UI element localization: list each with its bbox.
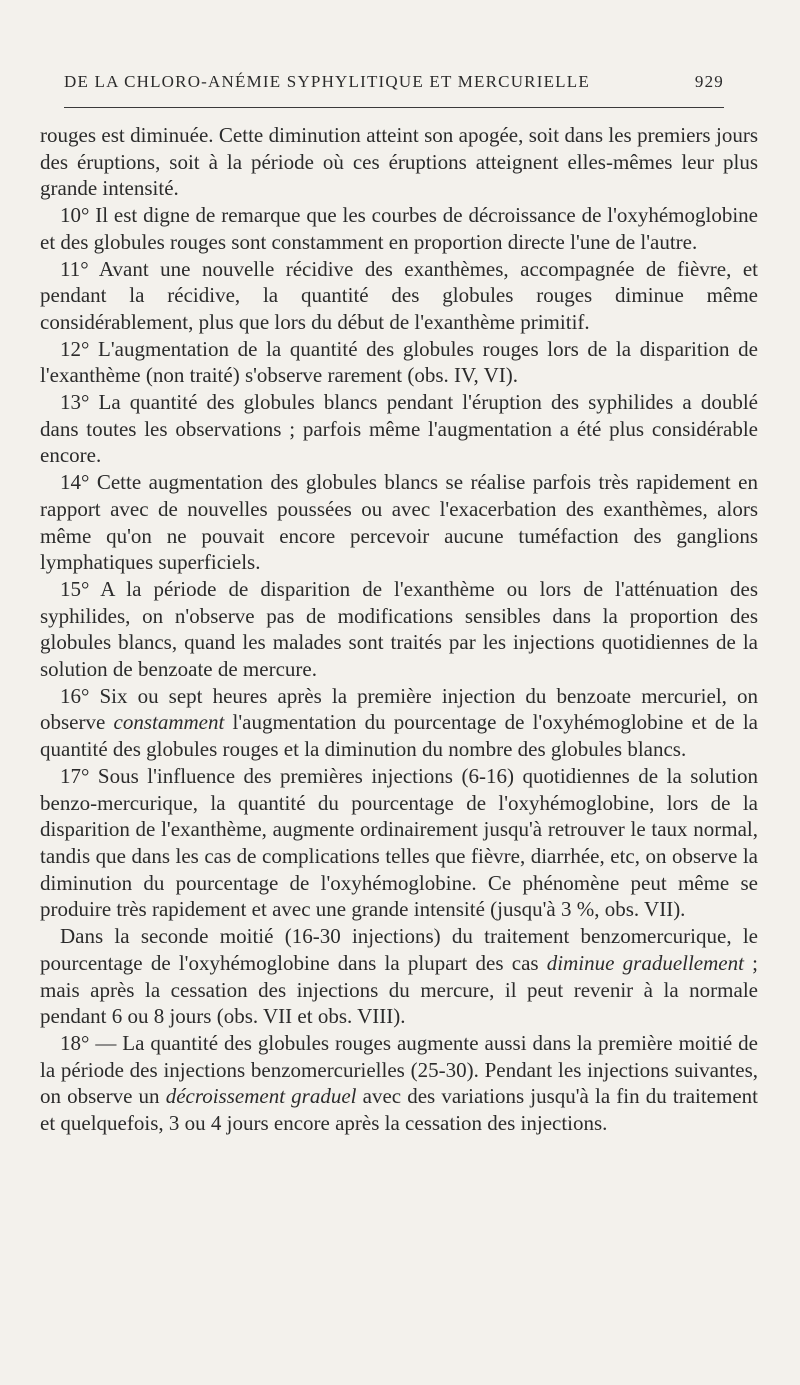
text-run: 15° A la période de disparition de l'exanthème ou lors de l'atténuation des syphilides, on n'observe pas de modifications sensibles dans la proportion des globules blancs, quand les malades sont traités par les injections quotidiennes de la solution de benzoate de mercure. bbox=[40, 576, 758, 682]
text-run: 18° — La quantité des globules rouges augmente aussi dans la première moitié de la période des injections benzomercurielles (25-30). Pendant les injections suivantes, on observe un bbox=[40, 1030, 758, 1109]
text-run: 12° L'augmentation de la quantité des globules rouges lors de la disparition de l'exanthème (non traité) s'observe rarement (obs. IV, VI). bbox=[40, 336, 758, 388]
paragraph bbox=[40, 923, 758, 1030]
text-run: ; mais après la cessation des injections du mercure, il peut revenir à la normale pendant 6 ou 8 jours (obs. VII et obs. VIII). bbox=[40, 950, 758, 1029]
paragraph bbox=[40, 683, 758, 763]
text-run: rouges est diminuée. Cette diminution atteint son apogée, soit dans les premiers jours des éruptions, soit à la période où ces éruptions atteignent elles-mêmes leur plus grande intensité. bbox=[40, 123, 758, 201]
paragraph bbox=[40, 256, 758, 336]
text-run: 13° La quantité des globules blancs pendant l'éruption des syphilides a doublé dans toutes les observations ; parfois même l'augmentation a été plus considérable encore. bbox=[40, 390, 758, 468]
text-run: l'augmentation du pourcentage de l'oxyhémoglobine et de la quantité des globules rouges et la diminution du nombre des globules blancs. bbox=[40, 710, 759, 762]
header-rule bbox=[64, 107, 724, 108]
paragraph bbox=[40, 469, 758, 576]
paragraph bbox=[40, 576, 758, 683]
italic-text: constamment bbox=[113, 710, 225, 735]
italic-text: diminue graduellement bbox=[546, 950, 744, 975]
paragraph bbox=[40, 1030, 758, 1137]
paragraph bbox=[40, 389, 758, 469]
text-run: 14° Cette augmentation des globules blancs se réalise parfois très rapidement en rapport avec de nouvelles poussées ou avec l'exacerbation des exanthèmes, alors même qu'on ne pouvait encore percevoir aucune tuméfaction des ganglions lymphatiques superficiels. bbox=[40, 470, 758, 575]
text-run: 17° Sous l'influence des premières injections (6-16) quotidiennes de la solution benzo-mercurique, la quantité du pourcentage de l'oxyhémoglobine, lors de la disparition de l'exanthème, augmente ordinairement jusqu'à retrouver le taux normal, tandis que dans les cas de complications telles que fièvre, diarrhée, etc, on observe la diminution du pourcentage de l'oxyhémoglobine. Ce phénomène peut même se produire très rapidement et avec une grande intensité (jusqu'à 3 %, obs. VII). bbox=[40, 763, 758, 922]
paragraph bbox=[40, 122, 758, 202]
text-run: 11° Avant une nouvelle récidive des exanthèmes, accompagnée de fièvre, et pendant la récidive, la quantité des globules rouges diminue même considérablement, plus que lors du début de l'exanthème primitif. bbox=[40, 256, 758, 334]
paragraph bbox=[40, 763, 758, 923]
paragraph bbox=[40, 336, 758, 389]
text-run: Dans la seconde moitié (16-30 injections) du traitement benzomercurique, le pourcentage de l'oxyhémoglobine dans la plupart des cas bbox=[40, 924, 758, 975]
text-run: avec des variations jusqu'à la fin du traitement et quelquefois, 3 ou 4 jours encore après la cessation des injections. bbox=[40, 1084, 758, 1136]
text-run: 10° Il est digne de remarque que les courbes de décroissance de l'oxyhémoglobine et des globules rouges sont constamment en proportion directe l'une de l'autre. bbox=[40, 203, 758, 254]
running-title: DE LA CHLORO-ANÉMIE SYPHYLITIQUE ET MERCURIELLE bbox=[64, 72, 590, 91]
page-number: 929 bbox=[694, 72, 724, 91]
italic-text: décroissement graduel bbox=[165, 1084, 357, 1109]
paragraph bbox=[40, 202, 758, 255]
running-header bbox=[64, 72, 724, 92]
body-text bbox=[40, 122, 758, 1137]
text-run: 16° Six ou sept heures après la première injection du benzoate mercuriel, on observe bbox=[40, 683, 758, 735]
